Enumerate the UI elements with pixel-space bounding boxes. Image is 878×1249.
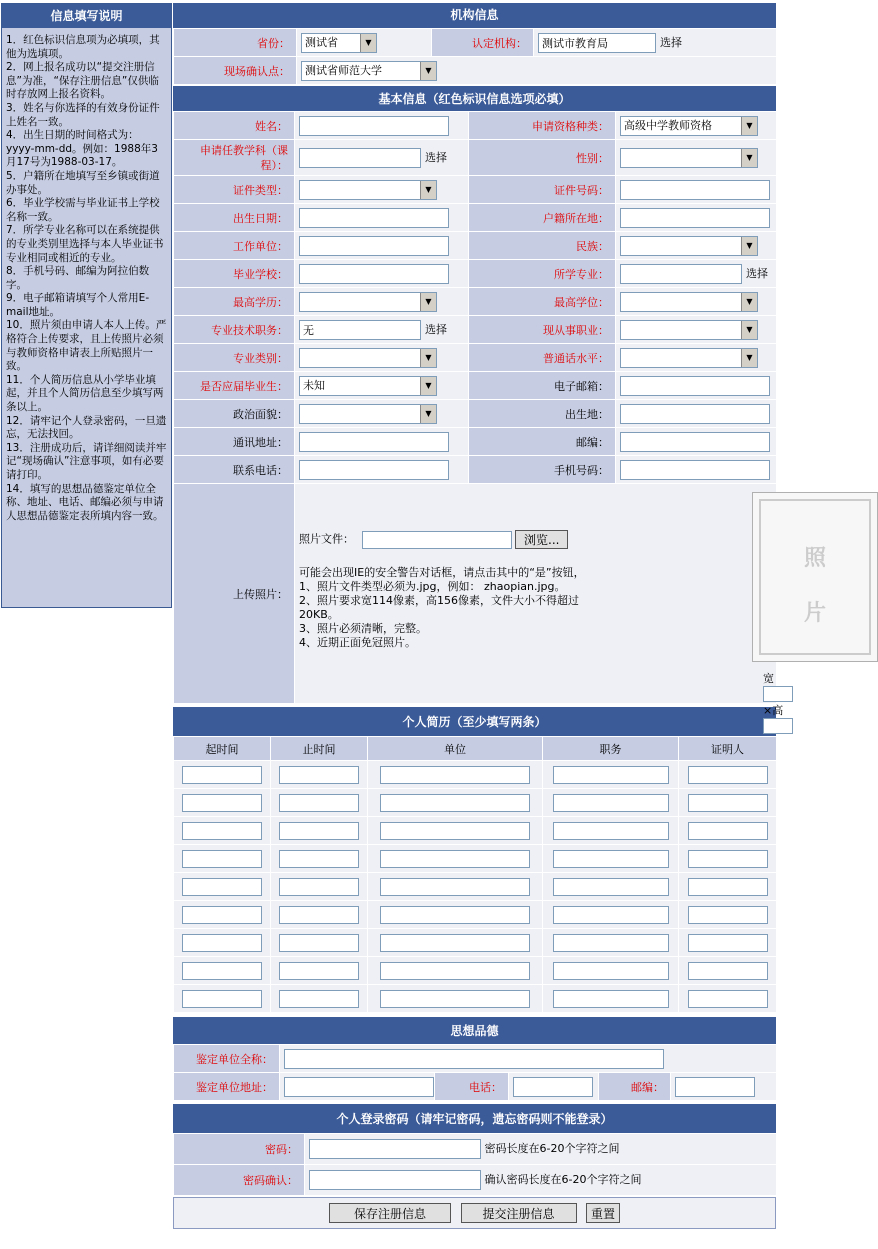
qual-label: 申请资格种类：: [469, 112, 616, 140]
degree-select[interactable]: [620, 292, 758, 312]
resume-witness-input[interactable]: [688, 962, 768, 980]
action-bar: [173, 1197, 776, 1229]
resume-section-title: 个人简历（至少填写两条）: [173, 706, 776, 736]
resume-row: [174, 845, 777, 873]
resume-cell: [368, 789, 543, 817]
resume-cell: [271, 901, 368, 929]
resume-end-input[interactable]: [279, 822, 359, 840]
moral-zip-input[interactable]: [675, 1077, 755, 1097]
resume-cell: [271, 789, 368, 817]
moral-unit-label: 鉴定单位全称：: [174, 1045, 280, 1073]
registration-form: [173, 3, 826, 1229]
resume-cell: [271, 957, 368, 985]
moral-section-title: 思想品德: [173, 1016, 776, 1044]
resume-start-input[interactable]: [182, 766, 262, 784]
resume-start-input[interactable]: [182, 878, 262, 896]
school-label: 毕业学校：: [174, 260, 295, 288]
idtype-label: 证件类型：: [174, 176, 295, 204]
resume-unit-input[interactable]: [380, 850, 530, 868]
resume-row: [174, 789, 777, 817]
resume-witness-input[interactable]: [688, 794, 768, 812]
resume-start-input[interactable]: [182, 822, 262, 840]
resume-row: [174, 817, 777, 845]
upload-note: 3、照片必须清晰，完整。: [299, 622, 427, 635]
edu-select[interactable]: [299, 292, 437, 312]
resume-row: [174, 985, 777, 1013]
resume-post-input[interactable]: [553, 962, 669, 980]
upload-note: 可能会出现IE的安全警告对话框，请点击其中的“是”按钮，: [299, 566, 585, 579]
resume-unit-input[interactable]: [380, 822, 530, 840]
upload-area: [295, 484, 826, 717]
resume-unit-input[interactable]: [380, 794, 530, 812]
password-input[interactable]: [309, 1139, 481, 1159]
resume-cell: [679, 957, 777, 985]
ethnic-label: 民族：: [469, 232, 616, 260]
height-label: ×高: [763, 704, 784, 717]
agency-input[interactable]: [538, 33, 656, 53]
resume-cell: [174, 985, 271, 1013]
resume-post-input[interactable]: [553, 822, 669, 840]
resume-cell: [543, 845, 679, 873]
width-label: 宽: [763, 672, 774, 685]
file-label: 照片文件：: [299, 532, 354, 546]
zip-input[interactable]: [620, 432, 770, 452]
resume-start-input[interactable]: [182, 990, 262, 1008]
resume-cell: [174, 761, 271, 789]
resume-witness-input[interactable]: [688, 766, 768, 784]
resume-start-input[interactable]: [182, 934, 262, 952]
note-item: 3．姓名与你选择的有效身份证件上姓名一致。: [6, 101, 160, 128]
resume-post-input[interactable]: [553, 794, 669, 812]
resume-cell: [174, 789, 271, 817]
resume-end-input[interactable]: [279, 794, 359, 812]
phone-label: 联系电话：: [174, 456, 295, 484]
chevron-down-icon: ▼: [741, 149, 757, 167]
resume-post-input[interactable]: [553, 850, 669, 868]
photo-height-input[interactable]: [763, 718, 793, 734]
title-input[interactable]: [299, 320, 421, 340]
resume-post-input[interactable]: [553, 990, 669, 1008]
mobile-label: 手机号码：: [469, 456, 616, 484]
major-select-link[interactable]: 选择: [746, 266, 768, 280]
moral-table: [173, 1044, 777, 1101]
address-label: 通讯地址：: [174, 428, 295, 456]
photo-size-row: [763, 670, 793, 734]
resume-row: [174, 957, 777, 985]
resume-row: [174, 873, 777, 901]
site-select[interactable]: 测试省师范大学 ▼: [301, 61, 437, 81]
resume-cell: [543, 761, 679, 789]
title-label: 专业技术职务：: [174, 316, 295, 344]
photo-placeholder-text: 片: [803, 601, 826, 626]
resume-cell: [174, 817, 271, 845]
resume-cell: [368, 957, 543, 985]
resume-cell: [679, 929, 777, 957]
note-item: 9．电子邮箱请填写个人常用E-mail地址。: [6, 292, 150, 318]
resume-post-input[interactable]: [553, 766, 669, 784]
resume-cell: [679, 845, 777, 873]
note-item: 12．请牢记个人登录密码，一旦遗忘，无法找回。: [6, 414, 167, 441]
resume-start-input[interactable]: [182, 962, 262, 980]
file-row: [299, 530, 568, 549]
qual-select[interactable]: 高级中学教师资格 ▼: [620, 116, 758, 136]
resume-cell: [271, 985, 368, 1013]
resume-cell: [543, 929, 679, 957]
address-input[interactable]: [299, 432, 449, 452]
site-label: 现场确认点：: [174, 57, 297, 85]
note-item: 14．填写的思想品德鉴定单位全称、地址、电话、邮编必须与申请人思想品德鉴定表所填内容一致。: [6, 482, 164, 522]
cat-label: 专业类别：: [174, 344, 295, 372]
note-item: 13．注册成功后，请详细阅读并牢记“现场确认”注意事项，如有必要请打印。: [6, 441, 167, 481]
resume-cell: [368, 873, 543, 901]
upload-note: 4、近期正面免冠照片。: [299, 636, 416, 649]
photo-preview: [752, 492, 878, 662]
col-end: 止时间: [271, 737, 368, 761]
email-input[interactable]: [620, 376, 770, 396]
agency-label: 认定机构：: [432, 29, 534, 57]
note-item: 1．红色标识信息项为必填项，其他为选填项。: [6, 34, 160, 60]
resume-end-input[interactable]: [279, 990, 359, 1008]
upload-note: 2、照片要求宽114像素，高156像素，文件大小不得超过20KB。: [299, 594, 579, 621]
chevron-down-icon: ▼: [741, 349, 757, 367]
photo-placeholder-text: 照: [803, 546, 826, 571]
chevron-down-icon: ▼: [420, 293, 436, 311]
resume-cell: [368, 817, 543, 845]
resume-witness-input[interactable]: [688, 934, 768, 952]
chevron-down-icon: ▼: [420, 181, 436, 199]
cat-select[interactable]: [299, 348, 437, 368]
idno-input[interactable]: [620, 180, 770, 200]
password-section-title: 个人登录密码（请牢记密码，遗忘密码则不能登录）: [173, 1103, 776, 1133]
mandarin-label: 普通话水平：: [469, 344, 616, 372]
resume-witness-input[interactable]: [688, 822, 768, 840]
school-input[interactable]: [299, 264, 449, 284]
birthplace-label: 出生地：: [469, 400, 616, 428]
gender-select[interactable]: [620, 148, 758, 168]
resume-cell: [368, 985, 543, 1013]
name-label: 姓名：: [174, 112, 295, 140]
subject-label: 申请任教学科（课程）：: [174, 140, 295, 176]
household-input[interactable]: [620, 208, 770, 228]
chevron-down-icon: ▼: [420, 405, 436, 423]
resume-start-input[interactable]: [182, 794, 262, 812]
moral-unit-input[interactable]: [284, 1049, 664, 1069]
subject-input[interactable]: [299, 148, 421, 168]
resume-cell: [679, 817, 777, 845]
chevron-down-icon: ▼: [420, 62, 436, 80]
major-label: 所学专业：: [469, 260, 616, 288]
upload-notes: [299, 566, 614, 650]
col-witness: 证明人: [679, 737, 777, 761]
resume-cell: [679, 985, 777, 1013]
grad-select[interactable]: 未知 ▼: [299, 376, 437, 396]
resume-cell: [679, 789, 777, 817]
note-item: 6．毕业学校需与毕业证书上学校名称一致。: [6, 197, 160, 223]
resume-unit-input[interactable]: [380, 990, 530, 1008]
resume-unit-input[interactable]: [380, 962, 530, 980]
reset-button[interactable]: 重置: [586, 1203, 620, 1223]
chevron-down-icon: ▼: [741, 293, 757, 311]
org-section-title: 机构信息: [173, 3, 776, 28]
resume-cell: [679, 761, 777, 789]
resume-cell: [271, 761, 368, 789]
ethnic-select[interactable]: [620, 236, 758, 256]
resume-cell: [368, 929, 543, 957]
job-select[interactable]: [620, 320, 758, 340]
resume-cell: [368, 901, 543, 929]
politics-select[interactable]: [299, 404, 437, 424]
chevron-down-icon: ▼: [420, 377, 436, 395]
agency-select-link[interactable]: 选择: [660, 35, 682, 49]
note-item: 8．手机号码、邮编为阿拉伯数字。: [6, 265, 150, 291]
degree-label: 最高学位：: [469, 288, 616, 316]
resume-row: [174, 901, 777, 929]
note-item: 10．照片须由申请人本人上传。严格符合上传要求，且上传照片必须与教师资格申请表上所贴照片一致。: [6, 319, 167, 373]
password-confirm-hint: 确认密码长度在6-20个字符之间: [484, 1173, 642, 1186]
resume-table: [173, 736, 777, 1013]
resume-cell: [679, 901, 777, 929]
note-item: 2．网上报名成功以“提交注册信息”为准，“保存注册信息”仅供临时存放网上报名资料。: [6, 61, 159, 101]
moral-addr-label: 鉴定单位地址：: [174, 1073, 280, 1101]
resume-post-input[interactable]: [553, 878, 669, 896]
birth-input[interactable]: [299, 208, 449, 228]
note-item: 7．所学专业名称可以在系统提供的专业类别里选择与本人毕业证书专业相同或相近的专业。: [6, 224, 164, 264]
resume-cell: [679, 873, 777, 901]
resume-start-input[interactable]: [182, 906, 262, 924]
email-label: 电子邮箱：: [469, 372, 616, 400]
resume-start-input[interactable]: [182, 850, 262, 868]
resume-witness-input[interactable]: [688, 990, 768, 1008]
chevron-down-icon: ▼: [420, 349, 436, 367]
work-input[interactable]: [299, 236, 449, 256]
resume-witness-input[interactable]: [688, 906, 768, 924]
password-hint: 密码长度在6-20个字符之间: [484, 1142, 620, 1155]
resume-witness-input[interactable]: [688, 878, 768, 896]
note-item: 11．个人简历信息从小学毕业填起，并且个人简历信息至少填写两条以上。: [6, 373, 164, 414]
save-button[interactable]: 保存注册信息: [329, 1203, 451, 1223]
resume-cell: [174, 929, 271, 957]
col-post: 职务: [543, 737, 679, 761]
resume-end-input[interactable]: [279, 850, 359, 868]
resume-post-input[interactable]: [553, 934, 669, 952]
resume-unit-input[interactable]: [380, 906, 530, 924]
resume-cell: [174, 901, 271, 929]
idno-label: 证件号码：: [469, 176, 616, 204]
birth-label: 出生日期：: [174, 204, 295, 232]
province-label: 省份：: [174, 29, 297, 57]
moral-zip-label: 邮编：: [599, 1073, 671, 1101]
resume-cell: [543, 985, 679, 1013]
title-select-link[interactable]: 选择: [425, 322, 447, 336]
chevron-down-icon: ▼: [741, 117, 757, 135]
resume-cell: [271, 817, 368, 845]
resume-end-input[interactable]: [279, 906, 359, 924]
submit-button[interactable]: 提交注册信息: [461, 1203, 577, 1223]
basic-table: [173, 111, 826, 717]
resume-cell: [174, 957, 271, 985]
photo-file-input[interactable]: [362, 531, 512, 549]
mandarin-select[interactable]: [620, 348, 758, 368]
col-start: 起时间: [174, 737, 271, 761]
resume-cell: [174, 845, 271, 873]
resume-cell: [368, 761, 543, 789]
phone-input[interactable]: [299, 460, 449, 480]
password-label: 密码：: [174, 1134, 305, 1165]
mobile-input[interactable]: [620, 460, 770, 480]
zip-label: 邮编：: [469, 428, 616, 456]
household-label: 户籍所在地：: [469, 204, 616, 232]
resume-unit-input[interactable]: [380, 766, 530, 784]
resume-cell: [271, 929, 368, 957]
resume-cell: [368, 845, 543, 873]
chevron-down-icon: ▼: [360, 34, 376, 52]
password-confirm-input[interactable]: [309, 1170, 481, 1190]
gender-label: 性别：: [469, 140, 616, 176]
resume-row: [174, 929, 777, 957]
resume-end-input[interactable]: [279, 878, 359, 896]
moral-addr-input[interactable]: [284, 1077, 434, 1097]
name-input[interactable]: [299, 116, 449, 136]
moral-tel-label: 电话：: [435, 1073, 509, 1101]
resume-cell: [543, 957, 679, 985]
instructions-title: 信息填写说明: [2, 4, 171, 28]
resume-cell: [271, 873, 368, 901]
col-unit: 单位: [368, 737, 543, 761]
birthplace-input[interactable]: [620, 404, 770, 424]
chevron-down-icon: ▼: [741, 321, 757, 339]
province-select[interactable]: 测试省 ▼: [301, 33, 377, 53]
photo-placeholder: [759, 499, 871, 655]
note-item: 4．出生日期的时间格式为：yyyy-mm-dd。例如：1988年3月17号为1988-03-17。: [6, 129, 158, 169]
resume-witness-input[interactable]: [688, 850, 768, 868]
resume-cell: [543, 873, 679, 901]
resume-unit-input[interactable]: [380, 934, 530, 952]
upload-note: 1、照片文件类型必须为.jpg，例如： zhaopian.jpg。: [299, 580, 566, 593]
resume-cell: [543, 817, 679, 845]
resume-end-input[interactable]: [279, 962, 359, 980]
edu-label: 最高学历：: [174, 288, 295, 316]
resume-end-input[interactable]: [279, 934, 359, 952]
photo-width-input[interactable]: [763, 686, 793, 702]
instructions-panel: [1, 3, 172, 608]
moral-tel-input[interactable]: [513, 1077, 593, 1097]
grad-label: 是否应届毕业生：: [174, 372, 295, 400]
major-input[interactable]: [620, 264, 742, 284]
chevron-down-icon: ▼: [741, 237, 757, 255]
resume-cell: [543, 901, 679, 929]
resume-row: [174, 761, 777, 789]
password-confirm-label: 密码确认：: [174, 1165, 305, 1196]
password-table: [173, 1133, 777, 1196]
subject-select-link[interactable]: 选择: [425, 150, 447, 164]
upload-label: 上传照片：: [174, 484, 295, 704]
work-label: 工作单位：: [174, 232, 295, 260]
resume-cell: [174, 873, 271, 901]
basic-section-title: 基本信息（红色标识信息选项必填）: [173, 85, 776, 111]
resume-unit-input[interactable]: [380, 878, 530, 896]
browse-button[interactable]: 浏览...: [515, 530, 568, 549]
politics-label: 政治面貌：: [174, 400, 295, 428]
resume-cell: [543, 789, 679, 817]
instructions-list: [2, 28, 171, 523]
org-table: [173, 28, 777, 85]
idtype-select[interactable]: [299, 180, 437, 200]
resume-post-input[interactable]: [553, 906, 669, 924]
resume-end-input[interactable]: [279, 766, 359, 784]
resume-cell: [271, 845, 368, 873]
note-item: 5．户籍所在地填写至乡镇或街道办事处。: [6, 169, 160, 196]
job-label: 现从事职业：: [469, 316, 616, 344]
